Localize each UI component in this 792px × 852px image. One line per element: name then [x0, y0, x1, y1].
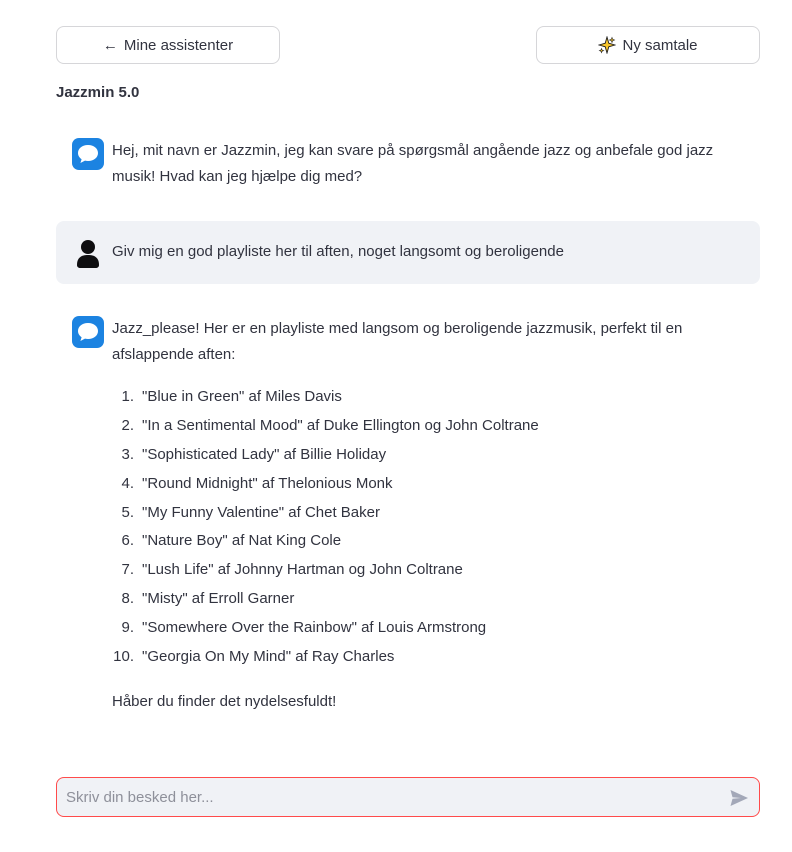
- playlist-number: 1.: [121, 388, 134, 405]
- playlist-number: 5.: [121, 503, 134, 521]
- playlist-track: "Blue in Green" af Miles Davis: [142, 388, 342, 405]
- playlist-number: 10.: [113, 648, 134, 666]
- playlist-item: [112, 442, 748, 471]
- new-chat-button[interactable]: [536, 26, 760, 64]
- playlist-item: [112, 586, 748, 615]
- top-bar: [56, 26, 760, 64]
- playlist-number: 7.: [121, 561, 134, 579]
- back-arrow-icon: ←: [102, 36, 118, 54]
- message-intro: Jazz_please! Her er en playliste med langsom og beroligende jazzmusik, perfekt til en afslappende aften:: [112, 320, 683, 363]
- playlist-track: "Lush Life" af Johnny Hartman og John Coltrane: [142, 561, 463, 579]
- playlist-track: "In a Sentimental Mood" af Duke Ellington og John Coltrane: [142, 416, 539, 434]
- playlist-number: 3.: [121, 445, 134, 463]
- playlist-item: [112, 471, 748, 500]
- chat-input[interactable]: [57, 778, 717, 816]
- my-assistants-label: Mine assistenter: [123, 36, 234, 54]
- chat-message-assistant: [56, 130, 760, 200]
- playlist-item: [112, 557, 748, 586]
- playlist-item: [112, 384, 748, 413]
- message-text: Giv mig en god playliste her til aften, noget langsomt og beroligende: [112, 243, 564, 260]
- playlist-item: [112, 500, 748, 529]
- playlist-item: [112, 615, 748, 644]
- chat-message-user: [56, 221, 760, 284]
- playlist-number: 9.: [121, 619, 134, 637]
- playlist-track: "Round Midnight" af Thelonious Monk: [142, 474, 393, 492]
- send-icon[interactable]: [729, 788, 749, 808]
- my-assistants-button[interactable]: [56, 26, 280, 64]
- sparkles-icon: [598, 36, 616, 54]
- playlist: [112, 384, 748, 673]
- chat-input-container: [56, 777, 760, 817]
- playlist-track: "Georgia On My Mind" af Ray Charles: [142, 648, 395, 666]
- playlist-track: "Somewhere Over the Rainbow" af Louis Armstrong: [142, 619, 487, 637]
- chat-message-assistant: [56, 306, 760, 726]
- message-body: [112, 316, 748, 715]
- user-icon: [72, 237, 104, 269]
- playlist-track: "Misty" af Erroll Garner: [142, 590, 295, 608]
- app-title: Jazzmin 5.0: [56, 84, 140, 101]
- playlist-track: "Nature Boy" af Nat King Cole: [142, 532, 342, 550]
- message-outro: Håber du finder det nydelsesfuldt!: [112, 692, 337, 710]
- speech-bubble-icon: [72, 316, 104, 348]
- playlist-track: "Sophisticated Lady" af Billie Holiday: [142, 445, 387, 463]
- new-chat-label: Ny samtale: [622, 36, 698, 54]
- speech-bubble-icon: [72, 138, 104, 170]
- playlist-number: 4.: [121, 474, 134, 492]
- playlist-number: 2.: [121, 416, 134, 434]
- playlist-item: [112, 644, 748, 673]
- playlist-item: [112, 528, 748, 557]
- playlist-number: 8.: [121, 590, 134, 608]
- playlist-item: [112, 413, 748, 442]
- message-text: Hej, mit navn er Jazzmin, jeg kan svare på spørgsmål angående jazz og anbefale god jazz musik! Hvad kan jeg hjælpe dig med?: [112, 142, 714, 185]
- playlist-number: 6.: [121, 532, 134, 550]
- playlist-track: "My Funny Valentine" af Chet Baker: [142, 503, 380, 521]
